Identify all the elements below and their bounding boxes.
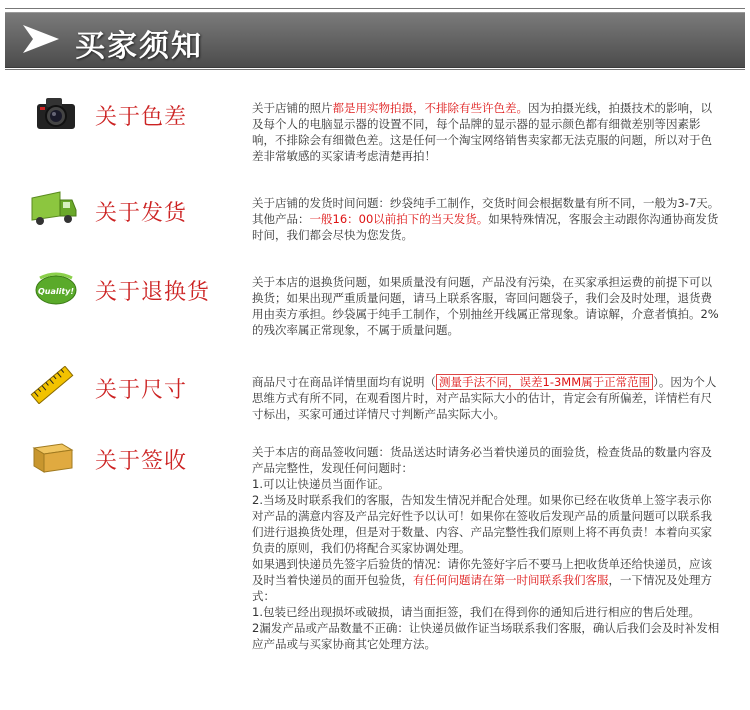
header-banner bbox=[5, 12, 745, 68]
section-title-size: 关于尺寸 bbox=[95, 378, 188, 403]
arrow-icon bbox=[21, 23, 63, 55]
camera-icon bbox=[36, 96, 76, 130]
section-title-shipping: 关于发货 bbox=[95, 201, 188, 226]
quality-badge-icon bbox=[34, 270, 78, 306]
section-body-receipt: 关于本店的商品签收问题：货品送达时请务必当着快递员的面验货，检查货品的数量内容及产品完整性，发现任何问题时： 1.可以让快递员当面作证。 2.当场及时联系我们的客服，告知发生情况并配合处理。如果你已经在收货单上签字表示你对产品的满意内容及产品完好性予以认可！如果你在签收后发现产品的质量问题可以联系我们进行退换货处理，但是对于数量、内容、产品完整性我们原则上将不再负责！本着向买家负责的原则，我们仍将配合买家协调处理。 如果遇到快递员先签字后验货的情况：请你先签好字后不要马上把收货单还给快递员，应该及时当着快递员的面开包验货，有任何问题请在第一时间联系我们客服，一下情况及处理方式： 1.包装已经出现损坏或破损，请当面拒签，我们在得到你的通知后进行相应的售后处理。 2漏发产品或产品数量不正确：让快递员做作证当场联系我们客服，确认后我们会及时补发相应产品或与买家协商其它处理方法。 bbox=[252, 445, 720, 651]
truck-icon bbox=[30, 188, 78, 228]
section-body-returns: 关于本店的退换货问题，如果质量没有问题，产品没有污染，在买家承担运费的前提下可以换货；如果出现严重质量问题，请马上联系客服，寄回问题袋子，我们会及时处理，退货费用由卖方承担。纱袋属于纯手工制作，个别抽丝开线属正常现象。请谅解，介意者慎拍。2%的残次率属正常现象，不属于质量问题。 bbox=[252, 275, 719, 337]
page-title: 买家须知 bbox=[75, 29, 203, 64]
section-title-color-diff: 关于色差 bbox=[95, 105, 188, 130]
banner-bottom-rule bbox=[5, 69, 745, 70]
section-body-color-diff: 关于店铺的照片都是用实物拍摄，不排除有些许色差。因为拍摄光线，拍摄技术的影响，以及每个人的电脑显示器的设置不同，每个品牌的显示器的显示颜色都有细微差别等因素影响，不排除会有细微色差。这是任何一个淘宝网络销售卖家都无法克服的问题，所以对于色差非常敏感的买家请考虑清楚再拍！ bbox=[252, 101, 712, 163]
tape-measure-icon bbox=[30, 366, 74, 404]
package-box-icon bbox=[32, 436, 74, 474]
section-title-receipt: 关于签收 bbox=[95, 449, 188, 474]
section-body-shipping: 关于店铺的发货时间问题：纱袋纯手工制作，交货时间会根据数量有所不同，一般为3-7天。 其他产品：一般16：00以前拍下的当天发货。如果特殊情况，客服会主动跟你沟通协商发货时间，我们都会尽快为您发货。 bbox=[252, 196, 720, 242]
svg-text:Quality!: Quality! bbox=[37, 287, 75, 296]
section-body-size: 商品尺寸在商品详情里面均有说明（ 测量手法不同，误差1-3MM属于正常范围 ）。因为个人思维方式有所不同，在观看图片时，对产品实际大小的估计，肯定会有所偏差，详情栏有尺寸标出，买家可通过详情尺寸判断产品实际大小。 bbox=[252, 375, 717, 421]
banner-top-rule bbox=[5, 8, 745, 9]
section-title-returns: 关于退换货 bbox=[95, 280, 211, 305]
